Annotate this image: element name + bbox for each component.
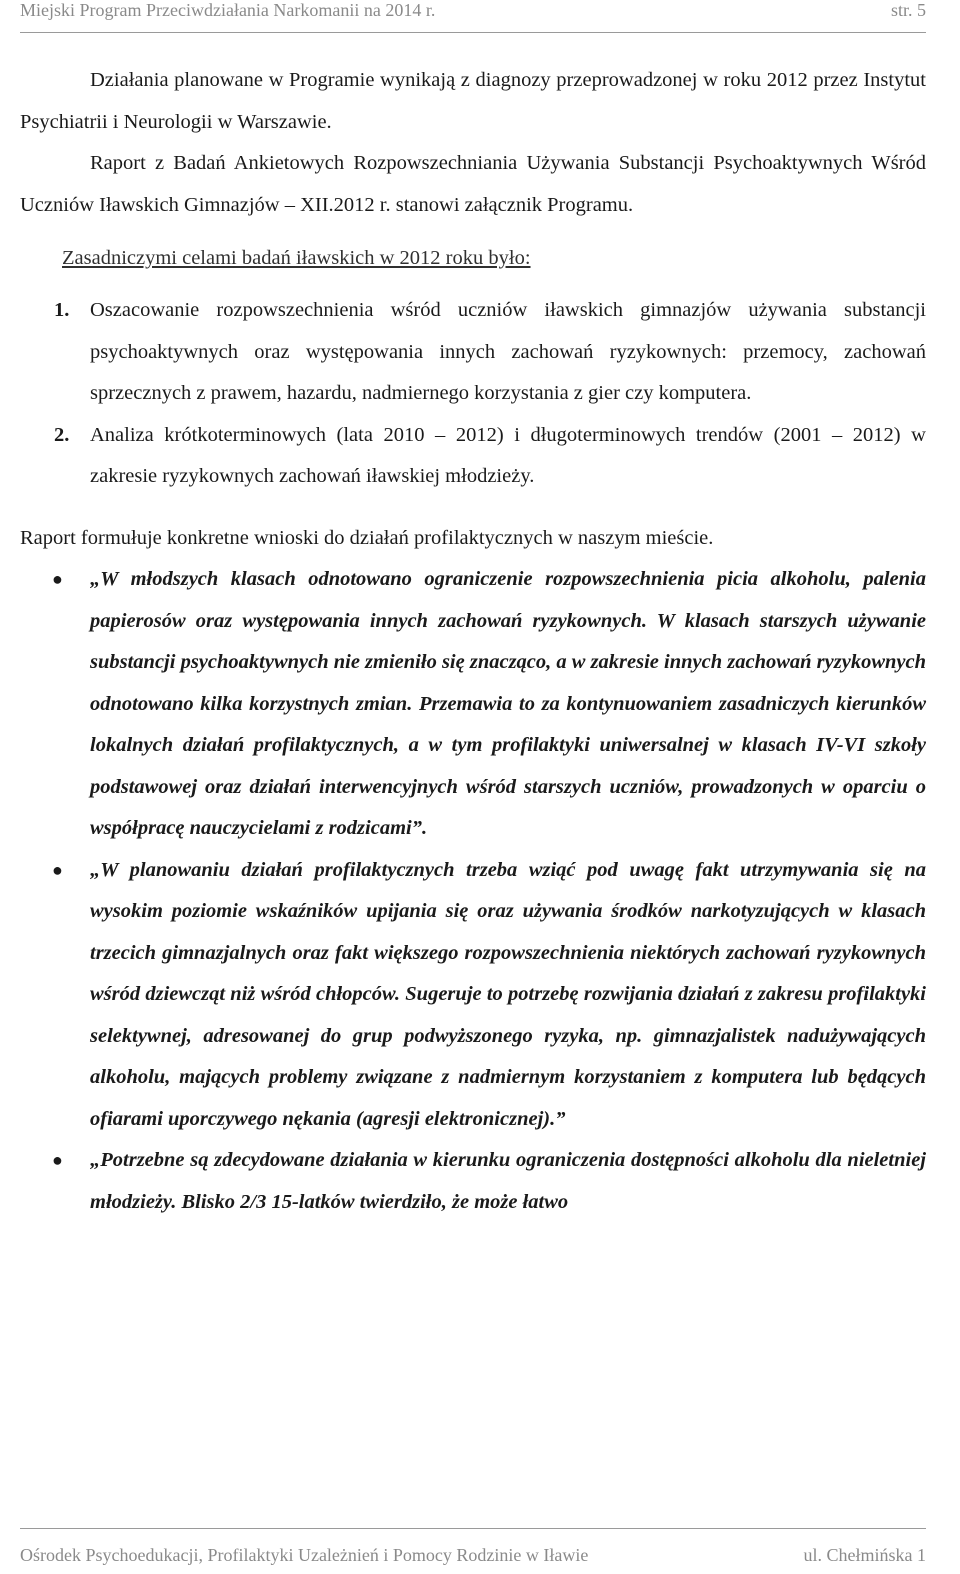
paragraph-diagnosis: Działania planowane w Programie wynikają z diagnozy przeprowadzonej w roku 2012 przez Instytut Psychiatrii i Neurologii w Warszawie.: [20, 69, 926, 133]
conclusion-item: [20, 850, 926, 1141]
goals-list: [20, 290, 926, 498]
goal-number: 2.: [54, 423, 70, 446]
goal-text: Analiza krótkoterminowych (lata 2010 – 2012) i długoterminowych trendów (2001 – 2012) w zakresie ryzykownych zachowań iławskiej młodzieży.: [90, 423, 926, 487]
page-footer: [20, 1528, 926, 1574]
page-header: [20, 0, 926, 33]
bullet-icon: ●: [52, 569, 63, 589]
conclusions-list: [20, 559, 926, 1223]
conclusion-text: „Potrzebne są zdecydowane działania w kierunku ograniczenia dostępności alkoholu dla nieletniej młodzieży. Blisko 2/3 15-latków twierdziło, że może łatwo: [90, 1149, 926, 1213]
footer-address: ul. Chełmińska 1: [803, 1545, 926, 1565]
footer-organization: Ośrodek Psychoedukacji, Profilaktyki Uzależnień i Pomocy Rodzinie w Iławie: [20, 1545, 589, 1565]
document-body: [20, 60, 926, 1223]
paragraph-report: Raport z Badań Ankietowych Rozpowszechniania Używania Substancji Psychoaktywnych Wśród Uczniów Iławskich Gimnazjów – XII.2012 r. stanowi załącznik Programu.: [20, 152, 926, 216]
goal-text: Oszacowanie rozpowszechnienia wśród uczniów iławskich gimnazjów używania substancji psychoaktywnych oraz występowania innych zachowań ryzykownych: przemocy, zachowań sprzecznych z prawem, hazardu, nadmiernego korzystania z gier czy komputera.: [90, 299, 926, 404]
bullet-icon: ●: [52, 1150, 63, 1170]
bullet-icon: ●: [52, 859, 63, 880]
page-number: str. 5: [890, 0, 926, 20]
conclusion-item: [20, 1140, 926, 1223]
goals-subheading: Zasadniczymi celami badań iławskich w 2012 roku było:: [62, 247, 531, 269]
conclusion-text: „W planowaniu działań profilaktycznych trzeba wziąć pod uwagę fakt utrzymywania się na wysokim poziomie wskaźników upijania się oraz używania środków narkotyzujących w klasach trzecich gimnazjalnych oraz fakt większego rozpowszechnienia niektórych zachowań ryzykownych wśród dziewcząt niż wśród chłopców. Sugeruje to potrzebę rozwijania działań z zakresu profilaktyki selektywnej, adresowanej do grup podwyższonego ryzyka, np. gimnazjalistek nadużywających alkoholu, mających problemy związane z nadmiernym korzystaniem z komputera lub będących ofiarami uporczywego nękania (agresji elektronicznej).”: [90, 858, 926, 1130]
goal-item: [20, 415, 926, 498]
conclusions-intro: Raport formułuje konkretne wnioski do działań profilaktycznych w naszym mieście.: [20, 526, 714, 549]
header-title: Miejski Program Przeciwdziałania Narkomanii na 2014 r.: [20, 0, 436, 20]
conclusion-text: „W młodszych klasach odnotowano ograniczenie rozpowszechnienia picia alkoholu, palenia papierosów oraz występowania innych zachowań ryzykownych. W klasach starszych używanie substancji psychoaktywnych nie zmieniło się znacząco, a w zakresie innych zachowań ryzykownych odnotowano kilka korzystnych zmian. Przemawia to za kontynuowaniem zasadniczych kierunków lokalnych działań profilaktycznych, a w tym profilaktyki uniwersalnej w klasach IV-VI szkoły podstawowej oraz działań interwencyjnych wśród starszych uczniów, prowadzonych w oparciu o współpracę nauczycielami z rodzicami”.: [90, 568, 926, 839]
goal-number: 1.: [54, 299, 70, 321]
goal-item: [20, 290, 926, 415]
conclusion-item: [20, 559, 926, 850]
